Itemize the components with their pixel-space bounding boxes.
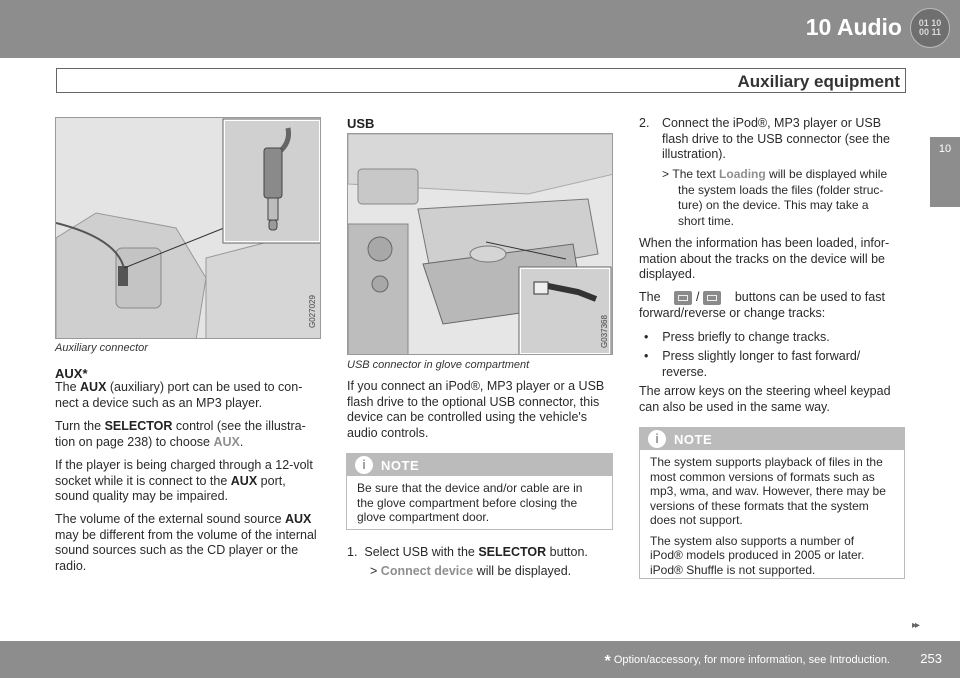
aux-connector-drawing	[56, 118, 321, 339]
usb-figure-caption: USB connector in glove compartment	[347, 359, 530, 371]
fast-forward-button-icon	[703, 291, 721, 305]
usb-step-1: 1. Select USB with the SELECTOR button.	[347, 545, 588, 559]
note-label: NOTE	[381, 458, 420, 473]
note-label: NOTE	[674, 432, 713, 447]
info-icon: i	[355, 456, 373, 474]
usb-step-1-result: > Connect device will be displayed.	[370, 564, 572, 578]
usb-figure-code: G037368	[600, 315, 609, 348]
right-paragraph-1: When the information has been loaded, infor- mation about the tracks on the device will be displayed.	[639, 236, 890, 281]
note-box-supported-formats	[639, 427, 905, 579]
usb-paragraph-1: If you connect an iPod®, MP3 player or a USB flash drive to the optional USB connector, this device can be controlled using the vehicle's audio controls.	[347, 379, 605, 440]
usb-heading: USB	[347, 116, 375, 131]
note-box-glove-compartment	[346, 453, 613, 530]
bullet-list-item: • Press slightly longer to fast forward/ reverse.	[644, 349, 861, 379]
aux-paragraph-4: The volume of the external sound source AUX may be different from the volume of the internal sound sources such as the CD player or the radio.	[55, 512, 317, 573]
footer-note: * Option/accessory, for more information, see Introduction.	[604, 653, 890, 670]
step-2-text: Connect the iPod®, MP3 player or USB flash drive to the USB connector (see the illustration).	[662, 116, 890, 161]
step-2-result: > The text Loading will be displayed while the system loads the files (folder struc- ture) on the device. This may take a short time.	[662, 167, 888, 228]
aux-paragraph-1: The AUX (auxiliary) port can be used to con- nect a device such as an MP3 player.	[55, 380, 303, 410]
usb-glove-compartment-illustration	[347, 133, 613, 355]
note-header	[347, 454, 612, 476]
info-icon: i	[648, 430, 666, 448]
aux-figure-code: G027029	[308, 295, 317, 328]
aux-connector-illustration	[55, 117, 321, 339]
continue-arrow-icon: ▸▸	[912, 620, 919, 631]
buttons-paragraph: The / buttons can be used to fast forward/reverse or change tracks:	[639, 290, 885, 320]
usb-glove-compartment-drawing	[348, 134, 613, 355]
bullet-list-item: • Press briefly to change tracks.	[644, 330, 830, 344]
rewind-button-icon	[674, 291, 692, 305]
aux-paragraph-3: If the player is being charged through a 12-volt socket while it is connect to the AUX port, sound quality may be impaired.	[55, 458, 313, 503]
right-paragraph-2: The arrow keys on the steering wheel keypad can also be used in the same way.	[639, 384, 891, 414]
aux-paragraph-2: Turn the SELECTOR control (see the illustra- tion on page 238) to choose AUX.	[55, 419, 306, 449]
aux-heading: AUX*	[55, 366, 88, 381]
note-body: Be sure that the device and/or cable are in the glove compartment before closing the glove compartment door.	[357, 481, 583, 524]
section-title: Auxiliary equipment	[737, 72, 900, 91]
audio-chapter-icon: 01 10 00 11	[910, 8, 950, 48]
aux-figure-caption: Auxiliary connector	[55, 342, 148, 354]
chapter-side-tab-number: 10	[938, 143, 952, 155]
note-body: The system supports playback of files in the most common versions of formats such as mp3, wma, and wav. However, there may be versions of these formats that the system does not support. The system also supports a number of iPod® models produced in 2005 or later. iPod® Shuffle is not supported.	[650, 455, 886, 577]
note-header	[640, 428, 904, 450]
step-2-number: 2.	[639, 116, 650, 130]
page-number: 253	[920, 651, 942, 666]
chapter-title: 10 Audio	[805, 14, 902, 40]
